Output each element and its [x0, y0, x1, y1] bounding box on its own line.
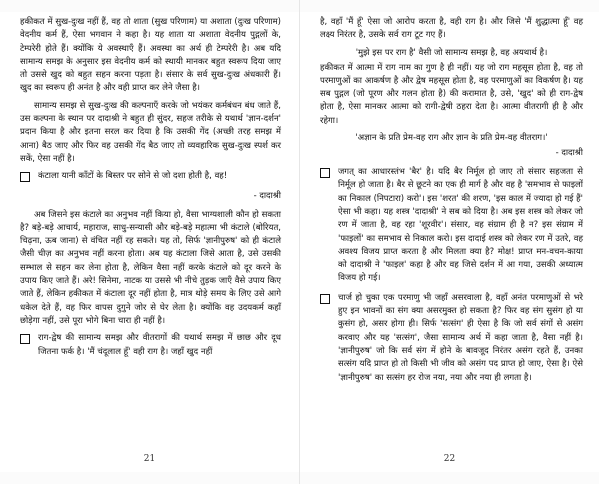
- checkbox-square-icon: [20, 334, 30, 344]
- paragraph: अब जिसने इस कंटाले का अनुभव नहीं किया हो, वैसा भाग्यशाली कौन हो सकता है? बड़े-बड़े आचार्य, महाराज, साधु-सन्यासी और बड़े-बड़े महात्मा भी कंटाले (बोरियत, चिढ़ना, ऊब जाना) से वंचित नहीं रह सकते। यह तो, सिर्फ 'ज्ञानीपुरुष' को ही कंटाले जैसी चीज़ का अनुभव नहीं करना होता। अब यह कंटाला जिसे आता है, उसे उसकी सम्भाल से सहन कर लेना होता है, लेकिन वैसा नहीं करके कंटाले को दूर करने के उपाय किए जाते हैं। अरे! सिनेमा, नाटक या उससे भी नीचे तुड़क जाएँ वैसे उपाय किए जाते हैं, लेकिन हकीकत में कंटाला दूर नहीं होता है, मात्र थोड़े समय के लिए उसे आगे धकेल देते हैं, वह फिर वापस दुगुने जोर से घेर लेता है। क्योंकि वह उदयकर्म कहाँ छोड़ेगा नहीं, उसे पूरा भोगे बिना चारा ही नहीं है।: [20, 209, 281, 326]
- bullet-text: कंटाला यानी काँटों के बिस्तर पर सोने से जो दशा होती है, वह!: [38, 171, 228, 182]
- bullet-item: [320, 292, 583, 385]
- paragraph: है, वहाँ 'मैं हूँ' ऐसा जो आरोप करता है, वही राग है। और जिसे 'मैं शुद्धात्मा हूँ' वह लक्ष्य निरंतर है, उसके सर्व राग टूट गए हैं।: [320, 17, 583, 41]
- checkbox-square-icon: [320, 294, 330, 304]
- bullet-text: जगत् का आधारस्तंभ 'बैर' है। यदि बैर निर्मूल हो जाए तो संसार सहजता से निर्मूल हो जाता है। बैर से छूटने का एक ही मार्ग है और वह है 'समभाव से फाइलों का निकाल (निपटारा) करो'। इस 'शरत' की शरण, 'इस काल में ज्यादा हो गई हैं' ऐसा भी कहा। यह शस्त्र 'दादाश्री' ने सब को दिया है। अब इस शस्त्र को लेकर जो रण में जाता है, वह रहा 'शूरवीर'। संसार, वह संग्राम ही है न? इस संग्राम में 'फाइलों' का समभाव से निकाल करो। इस दादाई शस्त्र को लेकर रण में उतरे, वह अवश्य विजय प्राप्त करता है और मिलता क्या है? मोक्ष! प्राप्त मन-वचन-काया को दादाश्री ने 'फाइल' कहा है और वह जिसे दर्शन में आ गया, उसकी अध्यात्म विजय हो गई।: [338, 167, 583, 284]
- right-page: [300, 12, 599, 472]
- paragraph: सामान्य समझ से सुख-दुःख की कल्पनाएँ करके जो भयंकर कर्मबंधन बंध जाते हैं, उस कल्पना के स्थान पर दादाश्री ने बहुत ही सुंदर, सहज तरीके से यथार्थ 'ज्ञान-दर्शन' प्रदान किया है और इतना सरल कर दिया है कि उसकी गेंद (अच्छी तरह समझ में आना) बैठ जाए और फिर वह उसकी गेंद बैठ जाए तो व्यवहारिक सुख-दुःख स्पर्श कर सकें, ऐसा नहीं है।: [20, 100, 281, 164]
- paragraph: हकीकत में आत्मा में राग नाम का गुण है ही नहीं। यह जो राग महसूस होता है, वह तो परमाणुओं का आकर्षण है और द्वेष महसूस होता है, वह परमाणुओं का विकर्षण है। यह सब पुद्गल (जो पूरण और गलन होता है) की करामात है, उसे, 'खुद' को ही राग-द्वेष होता है, ऐसा मानकर आत्मा को रागी-द्वेषी ठहरा देता है। आत्मा वीतरागी ही है और रहेगा।: [320, 62, 583, 126]
- bullet-text: चार्ज हो चुका एक परमाणु भी जहाँ असरवाला है, वहाँ अनंत परमाणुओं से भरे हुए इन भावनों का संग क्या असरमुक्त हो सकता है? फिर वह संग सुसंग हो या कुसंग हो, असर होगा ही। सिर्फ 'सत्संग' ही ऐसा है कि जो सर्व संगों से असंग करवाए और यह 'सत्संग', जैसा सामान्य अर्थ में कहा जाता है, वैसा नहीं है। 'ज्ञानीपुरुष' जो कि सर्व संग में होने के बावजूद निरंतर असंग रहते हैं, उनका सत्संग यदि प्राप्त हो तो किसी भी जीव को असंग पद प्राप्त हो जाए, ऐसा है। ऐसे 'ज्ञानीपुरुष' का सत्संग हर रोज नया, नया और नया ही लगता है।: [338, 292, 583, 383]
- page-number: 21: [143, 454, 156, 464]
- bullet-text: राग-द्वेष की सामान्य समझ और वीतरागों की यथार्थ समझ में छाछ और दूध जितना फर्क है। 'मैं चंदूलाल हूँ' वही राग है। जहाँ खुद नहीं: [38, 333, 281, 357]
- checkbox-square-icon: [20, 172, 30, 182]
- quote: 'मुझे इस पर राग है' वैसी जो सामान्य समझ है, वह अयथार्थ है।: [355, 47, 548, 58]
- left-text-column: [20, 16, 281, 365]
- right-text-column: [320, 16, 583, 391]
- quote: 'अज्ञान के प्रति प्रेम-वह राग और ज्ञान के प्रति प्रेम-वह वीतराग।': [355, 133, 548, 144]
- bullet-item: [320, 166, 583, 286]
- checkbox-square-icon: [320, 168, 330, 178]
- page-number: 22: [443, 454, 456, 464]
- attribution: - दादाश्री: [253, 190, 281, 201]
- bullet-item: [20, 170, 281, 183]
- bullet-item: [20, 332, 281, 359]
- left-page: [0, 12, 299, 472]
- attribution: - दादाश्री: [555, 148, 583, 159]
- paragraph: हकीकत में सुख-दुःख नहीं हैं, वह तो शाता (सुख परिणाम) या अशाता (दुःख परिणाम) वेदनीय कर्म हैं, ऐसा भगवान ने कहा है। यह शाता या अशाता वेदनीय पुद्गलों के, टेम्परेरी होते हैं। क्योंकि ये अवस्थाएँ हैं। अवस्था का अर्थ ही टेम्परेरी है। अब यदि सामान्य समझ के अनुसार इस वेदनीय कर्म को स्थायी मानकर बहुत स्वरूप दिया जाए तो उससे खुद को बहुत सहन करना पड़ता है। संसार के सर्व सुख-दुःख अंधकारी हैं। खुद का स्वरूप ही अनंत है और वही प्राप्त कर लेने जैसा है।: [20, 17, 281, 94]
